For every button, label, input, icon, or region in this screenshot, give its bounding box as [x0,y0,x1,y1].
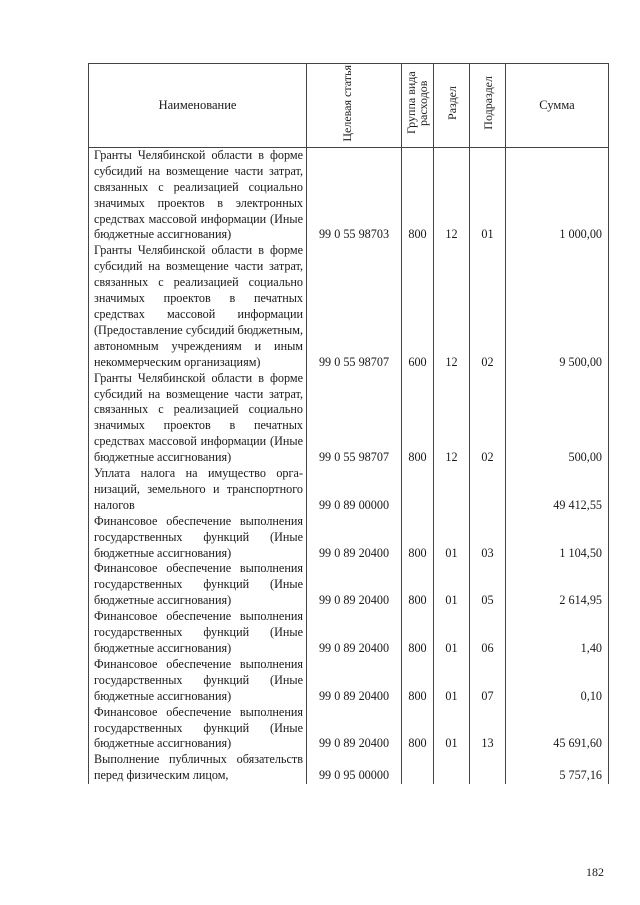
row-section-cell [434,466,470,514]
row-subsection-cell: 02 [470,371,506,466]
row-subsection-cell: 03 [470,514,506,562]
table-row [89,147,609,243]
page-number: 182 [586,865,604,879]
row-section-cell [434,752,470,784]
row-name-cell: Гранты Челябинской области в форме субсидий на возмещение части затрат, связанных с реализацией социально значимых проектов в печатных средствах массовой информации (Предоставление субсидий бюджетным, автономным учреждениям и иным некоммерческим организациям) [89,243,307,370]
budget-table [88,63,609,784]
row-section-cell: 01 [434,514,470,562]
row-target-article-cell: 99 0 55 98707 [307,243,402,370]
row-subsection-cell: 05 [470,561,506,609]
header-section-label: Раздел [444,86,459,120]
row-expense-group-cell: 800 [402,561,434,609]
row-amount-cell: 2 614,95 [506,561,609,609]
header-name [89,64,307,148]
row-amount-cell: 1 000,00 [506,147,609,243]
row-expense-group-cell: 800 [402,147,434,243]
row-section-cell: 12 [434,147,470,243]
table-row [89,705,609,753]
row-name-cell: Финансовое обеспечение выполнения государственных функций (Иные бюджетные ассигнования) [89,514,307,562]
row-target-article-cell: 99 0 89 00000 [307,466,402,514]
header-target-article [307,64,402,148]
row-name-cell: Финансовое обеспечение выполнения государственных функций (Иные бюджетные ассигнования) [89,705,307,753]
row-subsection-cell: 02 [470,243,506,370]
row-expense-group-cell: 800 [402,609,434,657]
row-amount-cell: 500,00 [506,371,609,466]
row-target-article-cell: 99 0 89 20400 [307,705,402,753]
row-subsection-cell [470,752,506,784]
table-row [89,243,609,370]
row-section-cell: 12 [434,371,470,466]
row-section-cell: 01 [434,657,470,705]
row-expense-group-cell [402,466,434,514]
table-row [89,609,609,657]
row-subsection-cell: 13 [470,705,506,753]
table-row [89,466,609,514]
row-expense-group-cell: 800 [402,657,434,705]
header-expense-group [402,64,434,148]
row-section-cell: 12 [434,243,470,370]
header-sum [506,64,609,148]
table-row [89,657,609,705]
row-amount-cell: 45 691,60 [506,705,609,753]
row-section-cell: 01 [434,561,470,609]
row-target-article-cell: 99 0 89 20400 [307,514,402,562]
row-target-article-cell: 99 0 55 98703 [307,147,402,243]
row-section-cell: 01 [434,609,470,657]
row-amount-cell: 5 757,16 [506,752,609,784]
row-target-article-cell: 99 0 89 20400 [307,657,402,705]
row-amount-cell: 1,40 [506,609,609,657]
row-target-article-cell: 99 0 89 20400 [307,609,402,657]
row-target-article-cell: 99 0 89 20400 [307,561,402,609]
row-expense-group-cell: 800 [402,705,434,753]
row-expense-group-cell [402,752,434,784]
header-section [434,64,470,148]
header-expense-group-label: Группа вида расходов [403,71,430,135]
header-subsection-label: Подраздел [480,76,495,130]
row-target-article-cell: 99 0 95 00000 [307,752,402,784]
table-header-row [89,64,609,148]
row-name-cell: Выполнение публичных обязательств перед физическим лицом, [89,752,307,784]
row-name-cell: Гранты Челябинской области в форме субсидий на возмещение части затрат, связанных с реализацией социально значимых проектов в электронных средствах массовой информации (Иные бюджетные ассигнования) [89,147,307,243]
header-sum-label: Сумма [539,97,575,112]
row-subsection-cell: 07 [470,657,506,705]
row-name-cell: Уплата налога на имущество организаций, земельного и транспортного налогов [89,466,307,514]
table-row [89,371,609,466]
table-row [89,752,609,784]
row-amount-cell: 49 412,55 [506,466,609,514]
header-name-label: Наименование [158,97,237,112]
table-body [89,147,609,784]
row-subsection-cell [470,466,506,514]
row-target-article-cell: 99 0 55 98707 [307,371,402,466]
row-name-cell: Гранты Челябинской области в форме субсидий на возмещение части затрат, связанных с реализацией социально значимых проектов в печатных средствах массовой информации (Иные бюджетные ассигнования) [89,371,307,466]
row-subsection-cell: 06 [470,609,506,657]
header-target-article-label: Целевая статья [340,64,354,142]
row-name-cell: Финансовое обеспечение выполнения государственных функций (Иные бюджетные ассигнования) [89,561,307,609]
row-name-cell: Финансовое обеспечение выполнения государственных функций (Иные бюджетные ассигнования) [89,609,307,657]
row-name-cell: Финансовое обеспечение выполнения государственных функций (Иные бюджетные ассигнования) [89,657,307,705]
table-row [89,514,609,562]
row-subsection-cell: 01 [470,147,506,243]
row-amount-cell: 1 104,50 [506,514,609,562]
row-amount-cell: 0,10 [506,657,609,705]
table-row [89,561,609,609]
header-subsection [470,64,506,148]
row-expense-group-cell: 800 [402,514,434,562]
row-expense-group-cell: 800 [402,371,434,466]
row-amount-cell: 9 500,00 [506,243,609,370]
row-section-cell: 01 [434,705,470,753]
row-expense-group-cell: 600 [402,243,434,370]
